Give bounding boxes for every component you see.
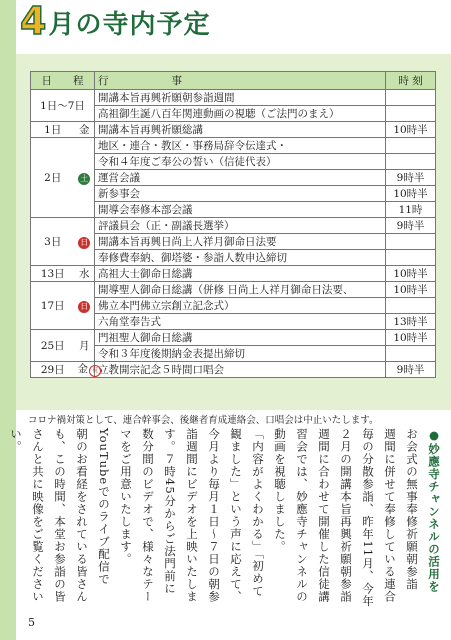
row-time: 9時半: [386, 362, 436, 378]
column-line: 毎の分散参詣、昨年11月、今年: [361, 428, 375, 608]
row-time: [386, 346, 436, 362]
row-event: 佛立本門佛立宗創立記念式）: [95, 298, 386, 314]
header-date: 日 程: [31, 72, 95, 90]
row-event: 令和４年度ご奉公の誓い（信徒代表）: [95, 154, 386, 170]
table-row: [31, 362, 436, 378]
table-row: [31, 138, 436, 154]
row-date: 13日: [31, 266, 75, 282]
row-event: 運営会議: [95, 170, 386, 186]
weekday-label: 月: [79, 339, 90, 352]
row-weekday: [75, 266, 95, 282]
row-date: 3日: [31, 218, 75, 266]
row-date: 25日: [31, 330, 75, 362]
row-time: 9時半: [386, 218, 436, 234]
table-row: [31, 330, 436, 346]
row-weekday: [75, 218, 95, 266]
row-event: 六角堂奉告式: [95, 314, 386, 330]
row-event: 開講本旨再興祈願総講: [95, 122, 386, 138]
column-line: マをご用意いたします。: [119, 428, 133, 566]
column-line: 数分間のビデオで、様々なテー: [141, 428, 155, 603]
row-time: 10時半: [386, 186, 436, 202]
row-time: [386, 234, 436, 250]
weekday-label: 日: [80, 237, 89, 247]
row-event: 高祖御生誕八百年関連動画の視聴（ご法門のまえ）: [95, 106, 386, 122]
row-time: [386, 250, 436, 266]
column-line: 習会では、妙應寺チャンネルの: [295, 428, 309, 603]
row-event: 新参事会: [95, 186, 386, 202]
row-time: [386, 298, 436, 314]
table-row: [31, 218, 436, 234]
table-header-row: [31, 72, 436, 90]
weekday-label: 土: [80, 173, 89, 183]
schedule-body: [31, 90, 436, 378]
column-line: 朝のお看経をされている皆さん: [75, 428, 89, 603]
page-title: [20, 0, 211, 43]
column-line: す。７時45分からご法門前に: [163, 428, 177, 595]
row-event: 開導聖人御命日総講（併修 日尚上人祥月御命日法要、: [95, 282, 386, 298]
row-time: [386, 154, 436, 170]
row-date: 17日: [31, 282, 75, 330]
column-line: YouTubeでのライブ配信で: [97, 428, 111, 586]
header-event: 行 事: [95, 72, 386, 90]
table-row: [31, 122, 436, 138]
header-time: 時 刻: [386, 72, 436, 90]
weekday-label: 水: [79, 267, 90, 280]
row-time: 10時半: [386, 122, 436, 138]
title-month-number: 4: [20, 0, 47, 43]
table-row: [31, 282, 436, 298]
table-row: [31, 90, 436, 106]
covid-note: コロナ禍対策として、連合幹事会、後継者育成連絡会、口唱会は中止いたします。: [28, 415, 379, 426]
row-time: 9時半: [386, 170, 436, 186]
page-number: 5: [28, 616, 35, 629]
column-line: さんと共に映像をご覧ください: [31, 428, 45, 603]
weekday-label: 金: [77, 363, 88, 375]
column-line: 「内容がよくわかる」「初めて: [251, 428, 265, 598]
row-time: [386, 90, 436, 106]
weekday-label: 日: [80, 301, 89, 311]
row-time: 13時半: [386, 314, 436, 330]
row-event: 令和３年度後期納金表提出締切: [95, 346, 386, 362]
column-line: 詣週間にビデオを上映いたしま: [185, 428, 199, 603]
row-time: 10時半: [386, 282, 436, 298]
row-weekday: [75, 282, 95, 330]
schedule-table: [30, 71, 436, 378]
column-line: ２月の開講本旨再興祈願朝参詣: [339, 428, 353, 603]
row-date: 1日～7日: [31, 90, 95, 122]
row-event: 立教開宗記念５時間口唱会: [95, 362, 386, 378]
row-weekday: [75, 138, 95, 218]
row-weekday: [75, 330, 95, 362]
channel-column: [9, 428, 445, 614]
column-line: 動画を視聴しました。: [273, 428, 287, 553]
row-weekday: [75, 122, 95, 138]
row-time: 10時半: [386, 266, 436, 282]
column-heading: ●妙應寺チャンネルの活用を: [427, 428, 441, 593]
row-event: 門祖聖人御命日総講: [95, 330, 386, 346]
row-event: 奉修費奉納、御塔婆・参詣人数申込締切: [95, 250, 386, 266]
row-time: 11時: [386, 202, 436, 218]
row-date: 1日: [31, 122, 75, 138]
row-event: 高祖大士御命日総講: [95, 266, 386, 282]
row-time: 10時半: [386, 330, 436, 346]
row-weekday: [75, 362, 98, 378]
column-line: 今月より毎月１日～７日の朝参: [207, 428, 221, 603]
column-line: お会式の無事奉修祈願朝参詣: [405, 428, 419, 591]
column-line: 週間に合わせて開催した信徒講: [317, 428, 331, 603]
weekday-label: 金: [79, 123, 90, 136]
column-line: 観ました」という声に応えて、: [229, 428, 243, 603]
row-event: 開講本旨再興日尚上人祥月御命日法要: [95, 234, 386, 250]
row-event: 開講本旨再興祈願朝参詣週間: [95, 90, 386, 106]
column-line: も、この時間、本堂お参詣の皆: [53, 428, 67, 603]
column-line: 週間に併せて奉修している連合: [383, 428, 397, 603]
row-time: [386, 106, 436, 122]
row-time: [386, 138, 436, 154]
column-line: い。: [9, 428, 23, 453]
row-event: 評議員会（正・副議長選挙）: [95, 218, 386, 234]
row-event: 地区・連合・教区・事務局辞令伝達式・: [95, 138, 386, 154]
row-event: 開導会奉修本部会議: [95, 202, 386, 218]
row-date: 29日: [31, 362, 75, 378]
holiday-badge: 祝: [89, 365, 101, 377]
row-date: 2日: [31, 138, 75, 218]
title-text: 月の寺内予定: [48, 10, 211, 40]
table-row: [31, 266, 436, 282]
